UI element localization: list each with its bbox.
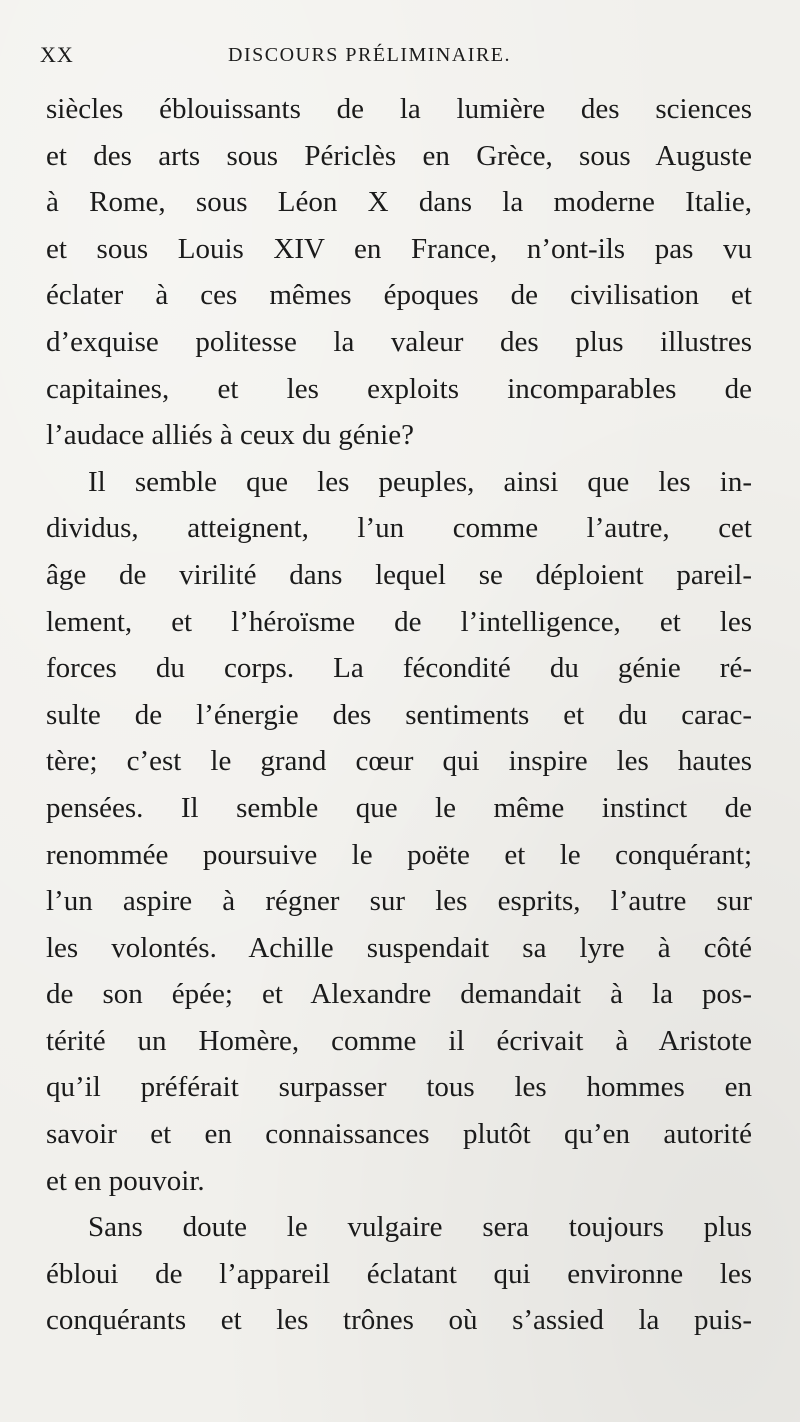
text-line: capitaines, et les exploits incomparables de [46, 372, 752, 405]
text-line: et des arts sous Périclès en Grèce, sous Auguste [46, 139, 752, 172]
running-title: DISCOURS PRÉLIMINAIRE. [228, 44, 512, 66]
text-line: les volontés. Achille suspendait sa lyre à côté [46, 931, 752, 964]
page-number: XX [40, 42, 74, 67]
text-line: de son épée; et Alexandre demandait à la pos- [46, 978, 752, 1011]
text-line: renommée poursuive le poëte et le conquérant; [46, 838, 752, 871]
text-line: siècles éblouissants de la lumière des sciences [46, 93, 752, 125]
text-line: et en pouvoir. [46, 1164, 205, 1197]
text-line: Sans doute le vulgaire sera toujours plus [88, 1211, 752, 1244]
text-line: sulte de l’énergie des sentiments et du carac- [46, 698, 752, 731]
text-line: dividus, atteignent, l’un comme l’autre, cet [46, 512, 752, 545]
text-line: forces du corps. La fécondité du génie ré- [46, 652, 752, 685]
text-line: éclater à ces mêmes époques de civilisation et [46, 279, 752, 312]
text-line: d’exquise politesse la valeur des plus illustres [46, 325, 752, 358]
text-line: l’un aspire à régner sur les esprits, l’autre sur [46, 885, 752, 918]
text-line: et sous Louis XIV en France, n’ont-ils pas vu [46, 232, 752, 265]
text-line: conquérants et les trônes où s’assied la puis- [46, 1304, 752, 1337]
text-line: ébloui de l’appareil éclatant qui environne les [46, 1257, 752, 1290]
text-line: âge de virilité dans lequel se déploient pareil- [46, 558, 752, 591]
text-line: lement, et l’héroïsme de l’intelligence, et les [46, 605, 752, 638]
text-line: qu’il préférait surpasser tous les hommes en [46, 1071, 752, 1104]
text-line: pensées. Il semble que le même instinct de [46, 791, 752, 824]
text-line: à Rome, sous Léon X dans la moderne Italie, [46, 186, 752, 219]
text-line: savoir et en connaissances plutôt qu’en autorité [46, 1118, 752, 1151]
text-line: Il semble que les peuples, ainsi que les in- [88, 465, 752, 498]
text-line: tère; c’est le grand cœur qui inspire les hautes [46, 745, 752, 778]
running-head [40, 42, 760, 78]
text-line: térité un Homère, comme il écrivait à Aristote [46, 1024, 752, 1057]
body-text [46, 86, 752, 1344]
text-line: l’audace alliés à ceux du génie? [46, 419, 414, 452]
